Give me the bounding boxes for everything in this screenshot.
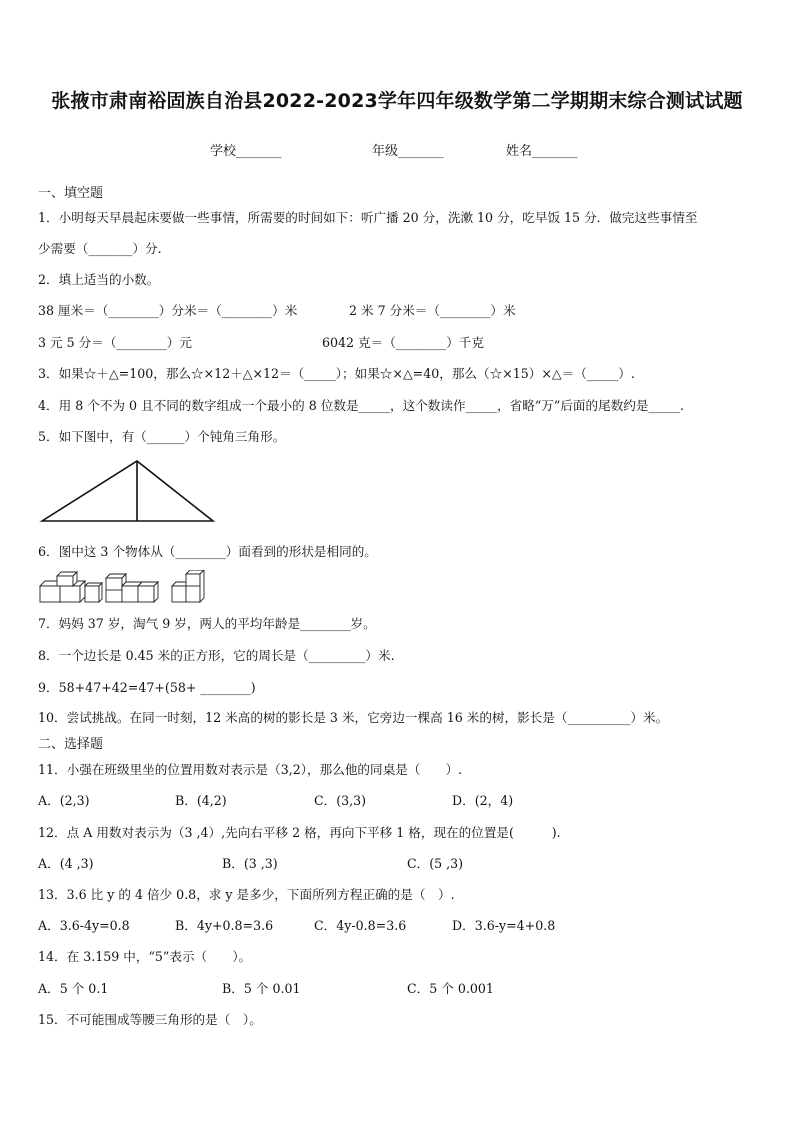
question-10: 10．尝试挑战。在同一时刻，12 米高的树的影长是 3 米，它旁边一棵高 16 米的树，影长是（__________）米。	[38, 710, 669, 725]
question-2-part-c: 3 元 5 分＝（________）元	[38, 335, 192, 350]
question-11-option-b: B．(4,2)	[175, 793, 227, 808]
question-13: 13．3.6 比 y 的 4 倍少 0.8，求 y 是多少，下面所列方程正确的是（ ）.	[38, 887, 455, 902]
question-4: 4．用 8 个不为 0 且不同的数字组成一个最小的 8 位数是_____，这个数读作_____，省略“万”后面的尾数约是_____.	[38, 398, 684, 413]
question-2-part-d: 6042 克＝（________）千克	[322, 335, 484, 350]
question-1-line-1: 1．小明每天早晨起床要做一些事情，所需要的时间如下：听广播 20 分，洗漱 10 分，吃早饭 15 分．做完这些事情至	[38, 210, 698, 225]
question-12: 12．点 A 用数对表示为（3 ,4）,先向右平移 2 格，再向下平移 1 格，现在的位置是( ).	[38, 825, 561, 840]
question-11: 11．小强在班级里坐的位置用数对表示是（3,2），那么他的同桌是（ ）.	[38, 762, 463, 777]
question-5: 5．如下图中，有（______）个钝角三角形。	[38, 429, 286, 444]
question-3: 3．如果☆＋△=100，那么☆×12＋△×12＝（_____）；如果☆×△=40，那么（☆×15）×△＝（_____）.	[38, 366, 635, 381]
question-14-option-a: A．5 个 0.1	[38, 981, 109, 996]
section-fill-heading: 一、填空题	[38, 186, 104, 201]
question-1-line-2: 少需要（_______）分.	[38, 241, 162, 256]
question-2-part-b: 2 米 7 分米＝（________）米	[349, 303, 516, 318]
question-11-option-a: A．(2,3)	[38, 793, 90, 808]
cube-object-3	[172, 570, 204, 602]
cube-object-2	[106, 574, 158, 602]
question-6: 6．图中这 3 个物体从（________）面看到的形状是相同的。	[38, 544, 377, 559]
triangle-figure	[36, 455, 220, 527]
question-7: 7．妈妈 37 岁，淘气 9 岁，两人的平均年龄是________岁。	[38, 616, 376, 631]
grade-field: 年级_______	[372, 144, 444, 159]
question-8: 8．一个边长是 0.45 米的正方形，它的周长是（_________）米.	[38, 648, 395, 663]
name-field: 姓名_______	[506, 144, 578, 159]
question-13-option-a: A．3.6-4y=0.8	[38, 918, 130, 933]
cube-object-1	[40, 572, 102, 602]
school-field: 学校_______	[210, 144, 282, 159]
question-14: 14．在 3.159 中，“5”表示（ ）。	[38, 949, 252, 964]
question-14-option-b: B．5 个 0.01	[222, 981, 301, 996]
question-12-option-b: B．(3 ,3)	[222, 856, 278, 871]
cube-objects-figure	[38, 570, 218, 606]
question-12-option-a: A．(4 ,3)	[38, 856, 94, 871]
question-13-option-d: D．3.6-y=4+0.8	[452, 918, 556, 933]
question-14-option-c: C．5 个 0.001	[407, 981, 494, 996]
question-2-part-a: 38 厘米＝（________）分米＝（________）米	[38, 303, 298, 318]
question-13-option-c: C．4y-0.8=3.6	[314, 918, 407, 933]
question-12-option-c: C．(5 ,3)	[407, 856, 464, 871]
question-11-option-c: C．(3,3)	[314, 793, 367, 808]
question-11-option-d: D．(2，4)	[452, 793, 514, 808]
question-13-option-b: B．4y+0.8=3.6	[175, 918, 274, 933]
page-title: 张掖市肃南裕固族自治县2022-2023学年四年级数学第二学期期末综合测试试题	[51, 90, 743, 112]
question-9: 9．58+47+42=47+(58+ ________)	[38, 680, 256, 695]
question-15: 15．不可能围成等腰三角形的是（ ）。	[38, 1012, 262, 1027]
section-choice-heading: 二、选择题	[38, 737, 104, 752]
question-2: 2．填上适当的小数。	[38, 272, 160, 287]
